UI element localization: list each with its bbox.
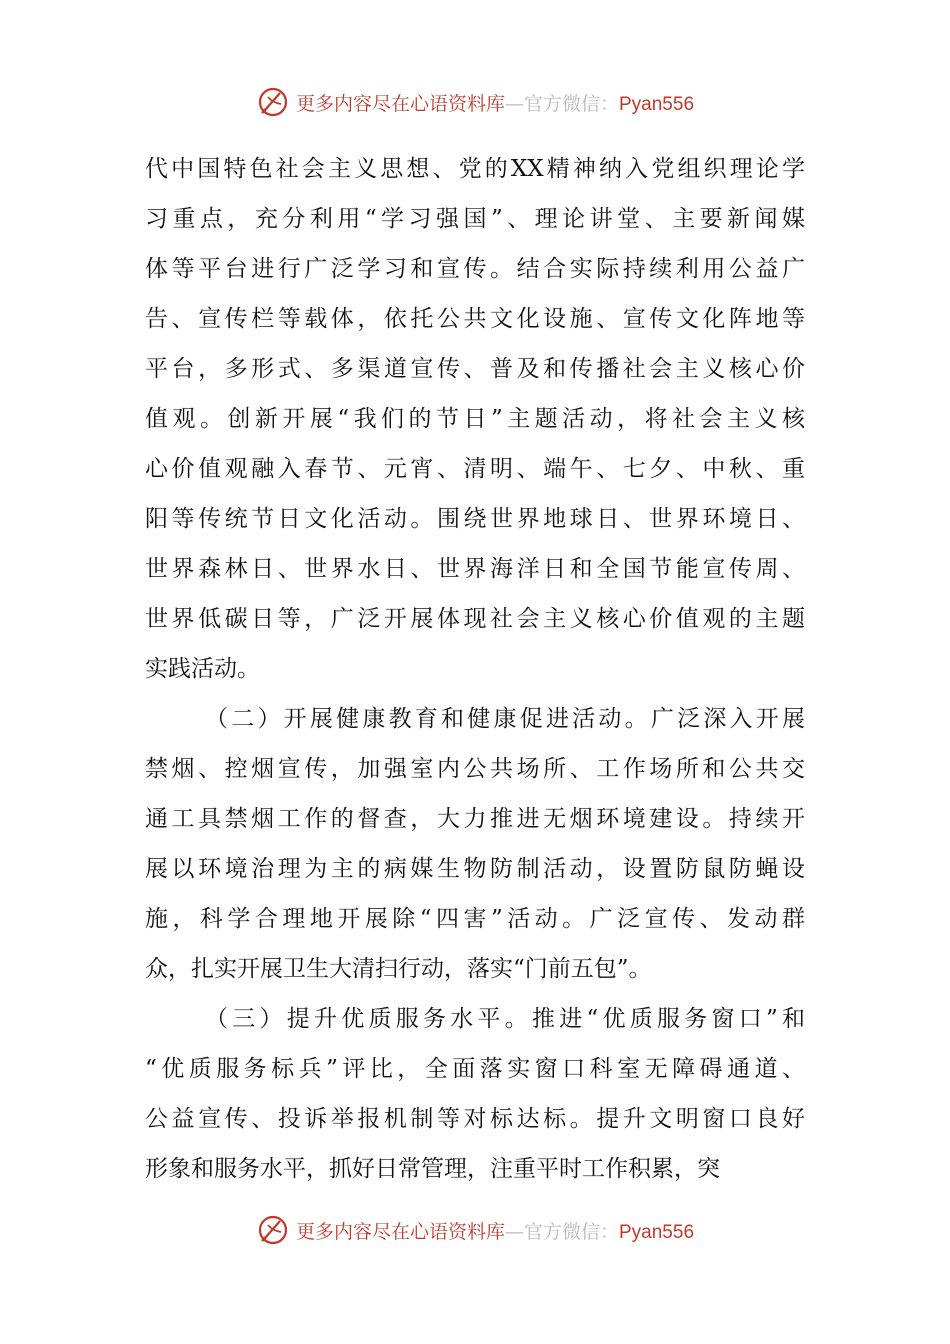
text-line: 通工具禁烟工作的督查，大力推进无烟环境建设。持续开 bbox=[145, 806, 805, 832]
watermark-id: Pyan556 bbox=[619, 1221, 695, 1243]
text-line: 阳等传统节日文化活动。围绕世界地球日、世界环境日、 bbox=[145, 506, 805, 532]
watermark-brand: 更多内容尽在心语资料库 bbox=[295, 1220, 505, 1243]
watermark-text bbox=[296, 89, 694, 116]
text-line: 世界低碳日等，广泛开展体现社会主义核心价值观的主题 bbox=[145, 606, 805, 632]
text-line: 展以环境治理为主的病媒生物防制活动，设置防鼠防蝇设 bbox=[145, 856, 805, 882]
text-line: 值观。创新开展“我们的节日”主题活动，将社会主义核 bbox=[145, 406, 805, 432]
text-line: 施，科学合理地开展除“四害”活动。广泛宣传、发动群 bbox=[145, 906, 805, 932]
paragraph bbox=[145, 994, 805, 1194]
paragraph bbox=[145, 144, 805, 694]
text-line: “优质服务标兵”评比，全面落实窗口科室无障碍通道、 bbox=[145, 1056, 805, 1082]
watermark-separator: — bbox=[504, 1220, 524, 1243]
watermark-label: 官方微信： bbox=[523, 1220, 619, 1243]
watermark-brand: 更多内容尽在心语资料库 bbox=[295, 92, 505, 115]
brand-logo-icon bbox=[256, 1213, 290, 1247]
text-line: 形象和服务水平，抓好日常管理，注重平时工作积累，突 bbox=[145, 1156, 720, 1182]
header-watermark bbox=[0, 82, 950, 122]
text-line: 告、宣传栏等载体，依托公共文化设施、宣传文化阵地等 bbox=[145, 306, 805, 332]
text-line: 代中国特色社会主义思想、党的XX精神纳入党组织理论学 bbox=[145, 156, 805, 182]
text-line: 世界森林日、世界水日、世界海洋日和全国节能宣传周、 bbox=[145, 556, 805, 582]
text-line: 实践活动。 bbox=[145, 656, 260, 682]
text-line: 心价值观融入春节、元宵、清明、端午、七夕、中秋、重 bbox=[145, 456, 805, 482]
paragraph bbox=[145, 694, 805, 994]
text-line: 体等平台进行广泛学习和宣传。结合实际持续利用公益广 bbox=[145, 256, 805, 282]
brand-logo-icon bbox=[256, 85, 290, 119]
footer-watermark bbox=[0, 1210, 950, 1250]
text-line: 禁烟、控烟宣传，加强室内公共场所、工作场所和公共交 bbox=[145, 756, 805, 782]
text-line: （二）开展健康教育和健康促进活动。广泛深入开展 bbox=[205, 706, 805, 732]
watermark-separator: — bbox=[504, 92, 524, 115]
document-body bbox=[145, 144, 805, 1194]
watermark-label: 官方微信： bbox=[523, 92, 619, 115]
text-line: 公益宣传、投诉举报机制等对标达标。提升文明窗口良好 bbox=[145, 1106, 805, 1132]
text-line: 习重点，充分利用“学习强国”、理论讲堂、主要新闻媒 bbox=[145, 206, 805, 232]
text-line: 众，扎实开展卫生大清扫行动，落实“门前五包”。 bbox=[145, 956, 652, 982]
text-line: 平台，多形式、多渠道宣传、普及和传播社会主义核心价 bbox=[145, 356, 805, 382]
watermark-text bbox=[296, 1217, 694, 1244]
watermark-id: Pyan556 bbox=[619, 93, 695, 115]
text-line: （三）提升优质服务水平。推进“优质服务窗口”和 bbox=[205, 1006, 805, 1032]
